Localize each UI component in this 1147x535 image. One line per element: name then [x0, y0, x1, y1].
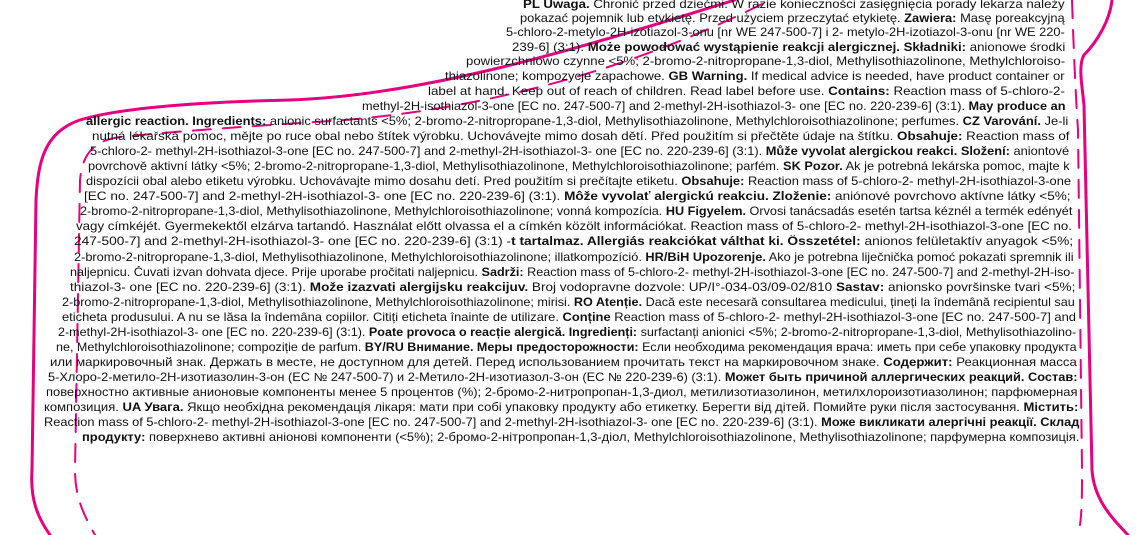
label-heading: Conține: [562, 311, 611, 324]
label-text: pokazać pojemnik lub etykietę. Przed użyciem przeczytać etykietę.: [520, 12, 905, 25]
label-line: [520, 12, 1065, 26]
label-text: anionowe środki: [966, 41, 1066, 54]
label-line: [428, 85, 1065, 99]
label-text: anionic surfactants <5%; 2-bromo-2-nitropropane-1,3-diol, Methylisothiazolinone, Methylchloroisothiazolinone; perfumes.: [266, 115, 963, 128]
label-text: aniónové povrchovo aktívne látky <5%;: [831, 190, 1071, 203]
label-heading: BY/RU Внимание. Меры предосторожности:: [364, 341, 639, 354]
label-text: anionos felületaktív anyagok <5%;: [860, 235, 1074, 248]
label-heading: Може викликати алергічні реакції. Склад: [821, 416, 1080, 429]
label-heading: Містить:: [1023, 401, 1079, 414]
label-text: Chronić przed dziećmi. W razie konieczności zasięgnięcia porady lekarza należy: [589, 0, 1065, 11]
label-text: Reaction mass of 5-chloro-2- methyl-2H-isothiazol-3-one [EC no. 247-500-7] and 2-methyl-2H-isothiazol-3- one [EC no. 220-239-6] (3:1).: [44, 416, 822, 429]
label-text: nutná lékařská pomoc, mějte po ruce obal nebo štítek výrobku. Uchovávejte mimo dosah dětí. Před použitím si přečtěte údaje na štítku.: [92, 130, 898, 143]
label-text: Якщо необхідна рекомендація лікаря: мати при собі упаковку продукту або етикетку. Берегти від дітей. Помийте руки після застосування.: [183, 401, 1024, 414]
label-text: Je-li: [1040, 115, 1069, 128]
label-heading: Sadrži:: [481, 266, 524, 279]
label-text: Reaction mass of 5-chloro-2- methyl-2H-isothiazol-3-one [EC no. 247-500-7] and 2-methyl-2H-iso-: [523, 266, 1075, 279]
label-text: поверхностно активные анионовые компоненты менее 5 процентов (%); 2-бромо-2-нитропропан-1,3-диол, метилизотиазолинон, метилхлороизотиазолинон; парфюмерная: [46, 386, 1078, 399]
label-text: Реакционная масса: [952, 356, 1077, 369]
label-text: Masę poreakcyjną: [956, 12, 1065, 25]
label-heading: PL Uwaga.: [523, 0, 590, 11]
label-line: [88, 160, 1070, 174]
label-line: [90, 145, 1069, 159]
label-heading: May produce an: [968, 100, 1066, 113]
label-text: Reaction mass of: [962, 130, 1070, 143]
label-text: surfactanți anionici <5%; 2-bromo-2-nitropropane-1,3-diol, Methylisothiazolino-: [637, 326, 1077, 339]
label-heading: продукту:: [82, 431, 146, 444]
label-text: dispozícii obal alebo etiketu výrobku. Uchovávajte mimo dosahu detí. Pred použitím si prečítajte etiketu.: [86, 175, 682, 188]
label-line: [46, 386, 1077, 400]
label-heading: t tartalmaz. Allergiás reakciókat válthat ki. Összetétel:: [511, 235, 861, 248]
label-line: [70, 281, 1075, 295]
label-text: aniontové: [1009, 145, 1070, 158]
label-heading: Содержит:: [883, 356, 953, 369]
label-line: [523, 0, 1065, 12]
label-heading: Может быть причиной аллергических реакций. Состав:: [724, 371, 1078, 384]
label-heading: Obsahuje:: [681, 175, 745, 188]
label-text: vagy címkéjét. Gyermekektől elzárva tartandó. Használat előtt olvassa el a címkén közölt információkat. Reaction mass of 5-chloro-2- methyl-2H-isothiazol-3-one [EC no.: [76, 220, 1072, 233]
label-line: [506, 26, 1065, 40]
label-text: 5-chloro-2- methyl-2H-isothiazol-3-one [EC no. 247-500-7] and 2-methyl-2H-isothiazol-3- one [EC no. 220-239-6] (3:1).: [90, 145, 766, 158]
label-line: [362, 100, 1065, 114]
label-text: anionsko površinske tvari <5%;: [884, 281, 1076, 294]
label-text: powierzchniowo czynne <5%; 2-bromo-2-nitropropane-1,3-diol, Methylisothiazolinone, Methylchloroiso-: [466, 55, 1066, 68]
label-line: [70, 266, 1075, 280]
label-heading: Môže vyvolať alergickú reakciu. Zloženie:: [564, 190, 832, 203]
label-line: [86, 175, 1071, 189]
label-line: [82, 431, 1079, 445]
label-line: [44, 416, 1079, 430]
label-text: или маркировочный знак. Держать в месте, не доступном для детей. Перед использованием прочитать текст на маркировочном знаке.: [50, 356, 884, 369]
label-heading: GB Warning.: [668, 70, 748, 83]
label-text: Reaction mass of 5-chloro-2- methyl-2H-isothiazol-3-one [EC no. 247-500-7] and: [610, 311, 1076, 324]
label-line: [56, 341, 1077, 355]
label-text: Orvosi tanácsadás esetén tartsa kéznél a termék edényét: [746, 205, 1073, 218]
label-text: If medical advice is needed, have product container or: [747, 70, 1065, 83]
label-text: Если необходима рекомендация врача: иметь при себе упаковку продукта: [638, 341, 1077, 354]
label-text: eticheta produsului. A nu se lăsa la îndemâna copiilor. Citiți eticheta înainte de utilizare.: [62, 311, 563, 324]
label-line: [466, 55, 1065, 69]
label-text: 239-6] (3:1).: [512, 41, 588, 54]
label-line: [512, 41, 1065, 55]
label-line: [445, 70, 1065, 84]
label-line: [80, 205, 1072, 219]
label-line: [62, 311, 1076, 325]
label-text: thiazol-3- one [EC no. 220-239-6] (3:1).: [70, 281, 310, 294]
label-heading: Može izazvati alergijsku reakcijuv.: [309, 281, 529, 294]
label-text: [EC no. 247-500-7] and 2-methyl-2H-isothiazol-3- one [EC no. 220-239-6] (3:1).: [84, 190, 565, 203]
label-heading: Zawiera:: [904, 12, 957, 25]
label-text: label at hand. Keep out of reach of children. Read label before use.: [428, 85, 829, 98]
label-line: [50, 356, 1077, 370]
label-line: [74, 235, 1073, 249]
label-heading: Obsahuje:: [897, 130, 963, 143]
label-heading: RO Atenție.: [573, 296, 643, 309]
label-heading: CZ Varování.: [962, 115, 1041, 128]
label-text: ne, Methylchloroisothiazolinone; compoziție de parfum.: [56, 341, 365, 354]
label-text: 5-Хлоро-2-метило-2H-изотиазолин-3-он (ЕС № 247-500-7) и 2-Метило-2H-изотиазол-3-он (ЕС № 220-239-6) (3:1).: [48, 371, 725, 384]
label-line: [84, 190, 1071, 204]
label-text: Ak je potrebná lekárska pomoc, majte k: [842, 160, 1070, 173]
label-text: naljepnicu. Čuvati izvan dohvata djece. Prije uporabe pročitati naljepnicu.: [70, 266, 482, 279]
label-heading: Contains:: [828, 85, 890, 98]
label-text: methyl-2H-isothiazol-3-one [EC no. 247-500-7] and 2-methyl-2H-isothiazol-3- one [EC no. 220-239-6] (3:1).: [362, 100, 969, 113]
label-text: композиция.: [44, 401, 123, 414]
label-text: 2-methyl-2H-isothiazol-3- one [EC no. 220-239-6] (3:1).: [58, 326, 369, 339]
label-text: поверхнево активні аніонові компоненти (<5%); 2-бромо-2-нітропропан-1,3-діол, Methylchloroisothiazolinone, Methylisothiazolinone; парфумерна композиція.: [145, 431, 1080, 444]
label-heading: Poate provoca o reacție alergică. Ingredienți:: [368, 326, 638, 339]
label-text: 2-bromo-2-nitropropane-1,3-diol, Methylisothiazolinone, Methylchloroisothiazolinone; mirisi.: [62, 296, 574, 309]
label-text: Dacă este necesară consultarea medicului, țineți la îndemână recipientul sau: [642, 296, 1075, 309]
label-heading: Może powodować wystąpienie reakcji alergicznej. Składniki:: [587, 41, 967, 54]
label-text: Broj vodopravne dozvole: UP/I°-034-03/09-02/810: [528, 281, 836, 294]
label-line: [74, 251, 1074, 265]
label-line: [92, 130, 1070, 144]
label-heading: Sastav:: [835, 281, 885, 294]
label-line: [48, 371, 1078, 385]
label-text: 247-500-7] and 2-methyl-2H-isothiazol-3- one [EC no. 220-239-6] (3:1) -: [74, 235, 512, 248]
label-text: 2-bromo-2-nitropropane-1,3-diol, Methylisothiazolinone, Methylchloroisothiazolinone; vonná kompozícia.: [80, 205, 666, 218]
label-heading: HU Figyelem.: [665, 205, 747, 218]
label-heading: allergic reaction. Ingredients:: [86, 115, 267, 128]
label-line: [62, 296, 1075, 310]
label-text: Ako je potrebna liječnička pomoć pokazati spremnik ili: [765, 251, 1074, 264]
label-line: [58, 326, 1076, 340]
label-line: [44, 401, 1078, 415]
label-text: Reaction mass of 5-chloro-2-: [889, 85, 1065, 98]
label-text: 2-bromo-2-nitropropane-1,3-diol, Methylisothiazolinone, Methylchloroisothiazolinone; illatkompozíció.: [74, 251, 646, 264]
label-heading: SK Pozor.: [783, 160, 843, 173]
label-line: [86, 115, 1068, 129]
label-text: povrchově aktivní látky <5%; 2-bromo-2-nitropropane-1,3-diol, Methylisothiazolinone, Methylchloroisothiazolinone; parfém.: [88, 160, 784, 173]
label-text: Reaction mass of 5-chloro-2- methyl-2H-isothiazol-3-one: [744, 175, 1072, 188]
label-heading: UA Увага.: [122, 401, 184, 414]
label-heading: Může vyvolat alergickou reakci. Složení:: [765, 145, 1010, 158]
label-text: thiazolinone; kompozycje zapachowe.: [445, 70, 669, 83]
label-heading: HR/BiH Upozorenje.: [645, 251, 766, 264]
label-text: 5-chloro-2-metylo-2H-izotiazol-3-onu [nr WE 247-500-7] i 2- metylo-2H-izotiazol-3-onu [nr WE 220-: [506, 26, 1065, 39]
label-line: [76, 220, 1072, 234]
